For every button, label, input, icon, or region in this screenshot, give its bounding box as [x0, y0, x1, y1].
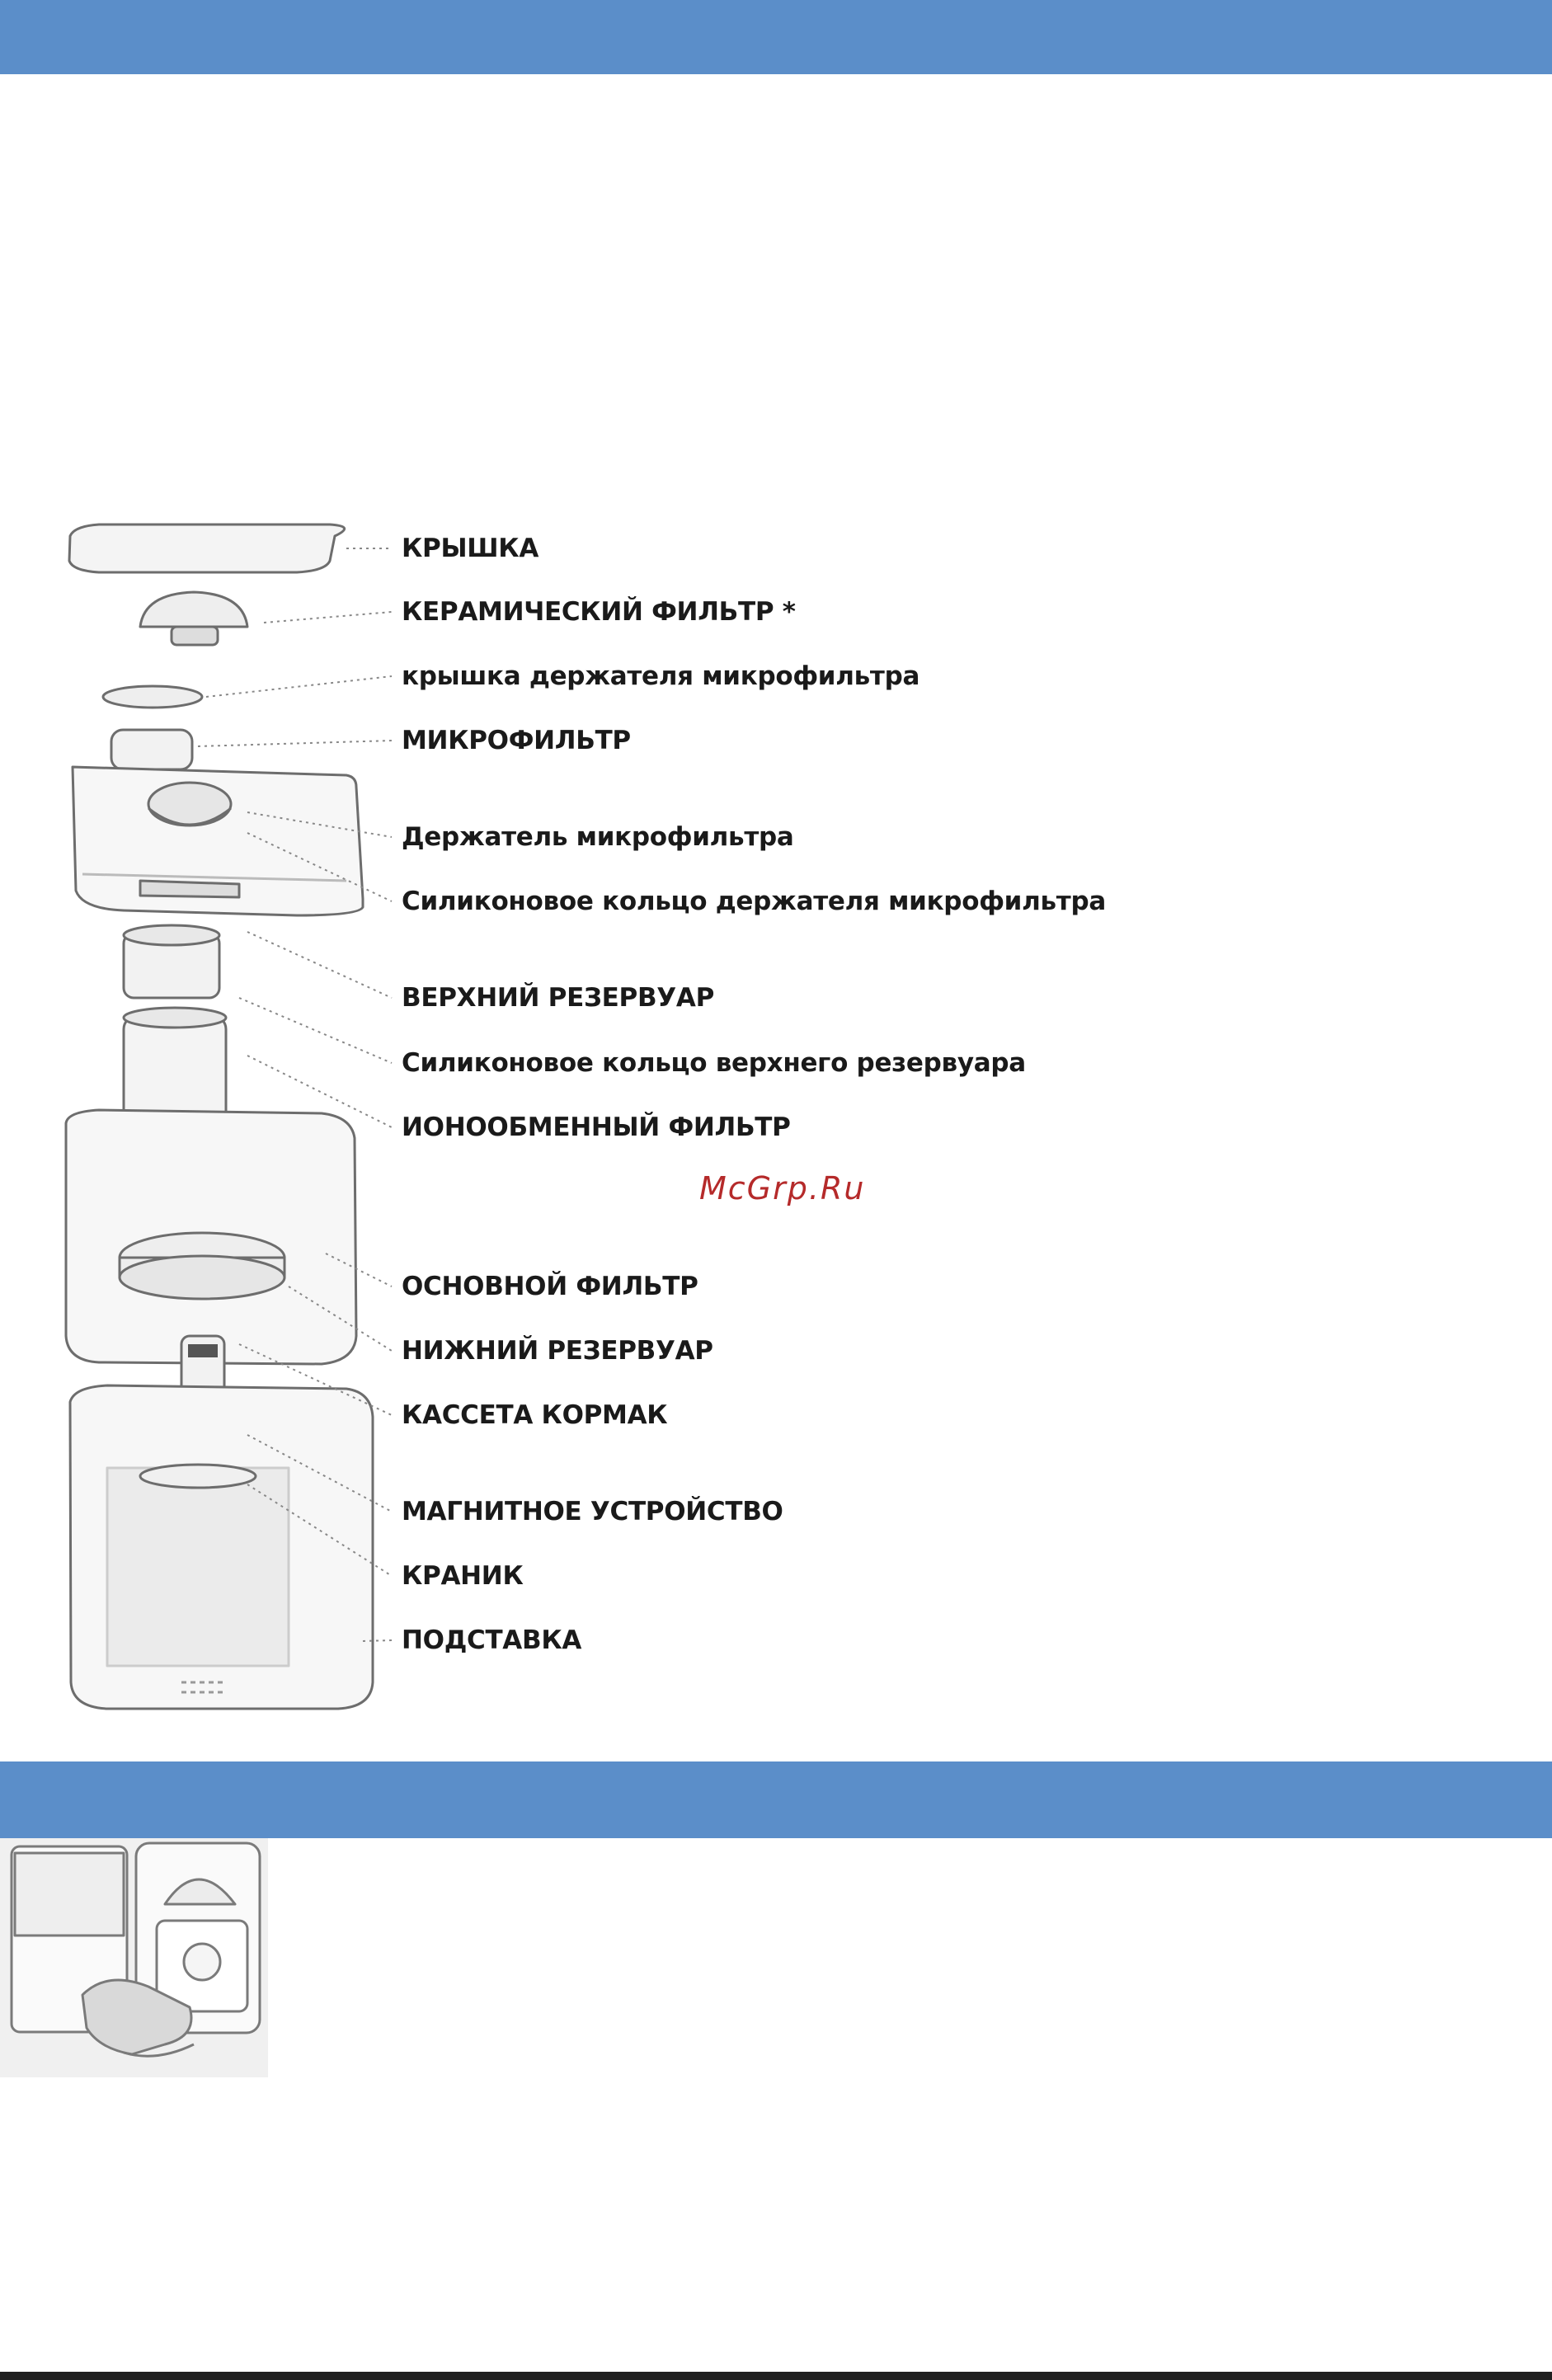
label-stand: ПОДСТАВКА	[402, 1625, 582, 1655]
label-microfilter-holder-cap: крышка держателя микрофильтра	[402, 661, 920, 691]
label-lower-reservoir: НИЖНИЙ РЕЗЕРВУАР	[402, 1336, 713, 1366]
watermark: McGrp.Ru	[699, 1170, 866, 1206]
label-microfilter: МИКРОФИЛЬТР	[402, 726, 631, 755]
label-microfilter-holder: Держатель микрофильтра	[402, 822, 794, 852]
header-band	[0, 0, 1552, 74]
label-upper-reservoir: ВЕРХНИЙ РЕЗЕРВУАР	[402, 983, 715, 1013]
label-tap: КРАНИК	[402, 1561, 524, 1591]
label-main-filter: ОСНОВНОЙ ФИЛЬТР	[402, 1272, 698, 1301]
section-band	[0, 1761, 1552, 1838]
label-magnetic-device: МАГНИТНОЕ УСТРОЙСТВО	[402, 1497, 783, 1526]
water-filter-exploded-diagram	[49, 511, 396, 1724]
label-kormak-cassette: КАССЕТА КОРМАК	[402, 1400, 668, 1430]
label-lid: КРЫШКА	[402, 534, 539, 563]
bottom-rule	[0, 2372, 1552, 2380]
cleaning-illustration	[0, 1838, 268, 2077]
label-ceramic-filter: КЕРАМИЧЕСКИЙ ФИЛЬТР *	[402, 597, 796, 627]
label-ion-exchange-filter: ИОНООБМЕННЫЙ ФИЛЬТР	[402, 1112, 791, 1142]
label-holder-silicone-ring: Силиконовое кольцо держателя микрофильтра	[402, 887, 1106, 916]
label-upper-reservoir-silicone-ring: Силиконовое кольцо верхнего резервуара	[402, 1048, 1026, 1078]
